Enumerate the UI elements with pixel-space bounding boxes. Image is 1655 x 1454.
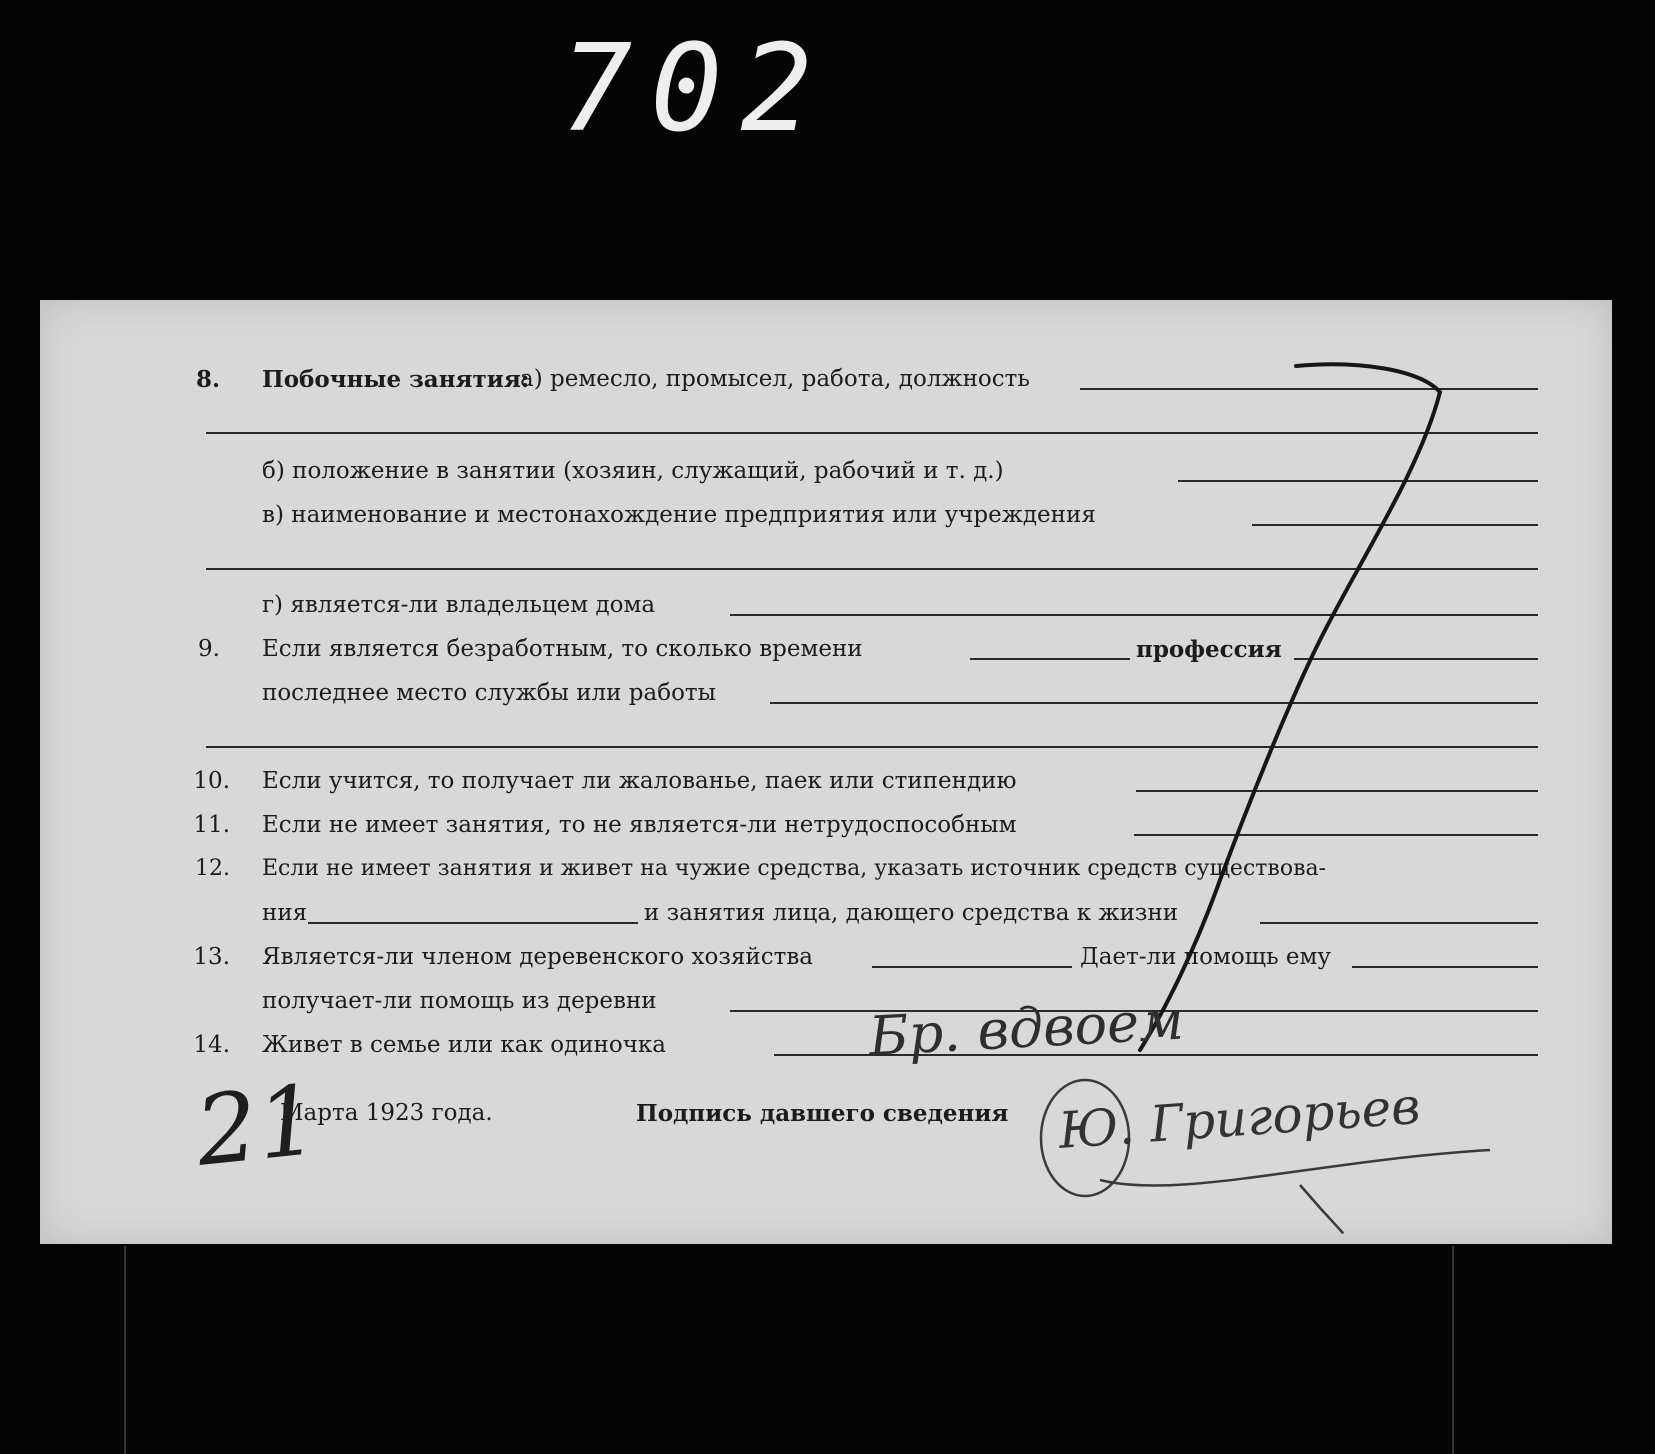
q13-number: 13.	[193, 944, 230, 970]
q12b-fill-line-a	[308, 922, 638, 924]
q12-number: 12.	[195, 856, 230, 881]
q12b-text-a: ния	[262, 900, 308, 926]
frame-number: 702	[560, 20, 831, 159]
q8-continuation-line	[206, 432, 1538, 434]
q13-text-a: Является-ли членом деревенского хозяйства	[262, 944, 813, 970]
q8v-text: в) наименование и местонахождение предприятия или учреждения	[262, 502, 1096, 528]
q13b-fill-line	[730, 1010, 1538, 1012]
census-form-card	[40, 300, 1612, 1244]
film-edge-mark-right	[1452, 1246, 1454, 1454]
signature-handwritten: Ю. Григорьев	[1056, 1076, 1423, 1160]
q9-text: Если является безработным, то сколько времени	[262, 636, 863, 662]
q14-handwritten-answer: Бр. вдвоем	[867, 988, 1186, 1068]
q8-label: Побочные занятия:	[262, 366, 530, 393]
q10-text: Если учится, то получает ли жалованье, паек или стипендию	[262, 768, 1017, 794]
q8a-text: а) ремесло, промысел, работа, должность	[520, 366, 1030, 392]
q12b-fill-line-b	[1260, 922, 1538, 924]
q9-time-fill-line	[970, 658, 1130, 660]
q8b-fill-line	[1178, 480, 1538, 482]
q9-profession-fill-line	[1294, 658, 1538, 660]
q14-number: 14.	[193, 1032, 230, 1058]
q9-profession-label: профессия	[1136, 636, 1282, 663]
q11-text: Если не имеет занятия, то не является-ли нетрудоспособным	[262, 812, 1017, 838]
q10-fill-line	[1136, 790, 1538, 792]
q9b-fill-line	[770, 702, 1538, 704]
q9b-text: последнее место службы или работы	[262, 680, 716, 706]
q14-fill-line	[774, 1054, 1538, 1056]
q13-text-b: Дает-ли помощь ему	[1080, 944, 1331, 970]
q8a-fill-line	[1080, 388, 1538, 390]
q8g-fill-line	[730, 614, 1538, 616]
q8-number: 8.	[195, 366, 220, 393]
q14-text: Живет в семье или как одиночка	[262, 1032, 667, 1058]
q9-continuation-line	[206, 746, 1538, 748]
q13-fill-line-a	[872, 966, 1072, 968]
film-edge-mark-left	[124, 1246, 126, 1454]
q11-fill-line	[1134, 834, 1538, 836]
q8v-continuation-line	[206, 568, 1538, 570]
q13b-text: получает-ли помощь из деревни	[262, 988, 657, 1014]
q10-number: 10.	[193, 768, 230, 794]
footer-date: Марта 1923 года.	[280, 1100, 493, 1126]
q8v-fill-line	[1252, 524, 1538, 526]
footer-signature-label: Подпись давшего сведения	[636, 1100, 1009, 1127]
q8g-text: г) является-ли владельцем дома	[262, 592, 656, 618]
q12-text: Если не имеет занятия и живет на чужие средства, указать источник средств существова-	[262, 856, 1327, 881]
footer-day-handwritten: 21	[190, 1063, 324, 1188]
q9-number: 9.	[198, 636, 220, 662]
q12b-text-b: и занятия лица, дающего средства к жизни	[644, 900, 1179, 926]
q11-number: 11.	[193, 812, 230, 838]
q8b-text: б) положение в занятии (хозяин, служащий, рабочий и т. д.)	[262, 458, 1004, 484]
q13-fill-line-b	[1352, 966, 1538, 968]
